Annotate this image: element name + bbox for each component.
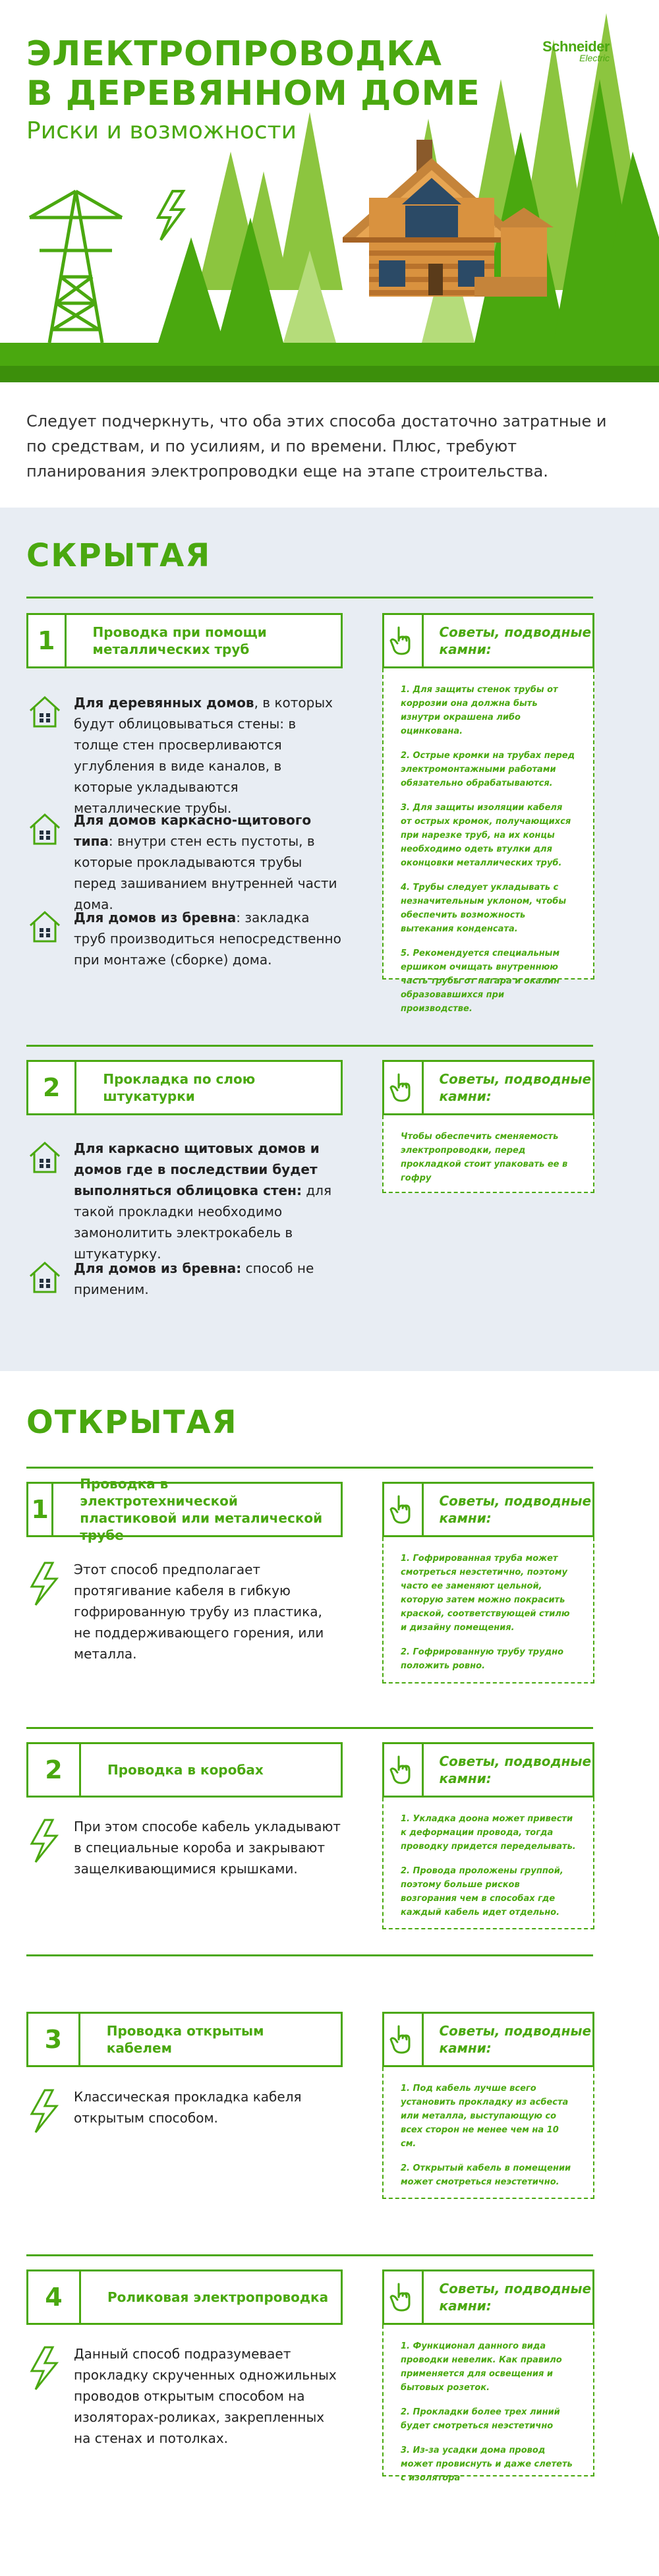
lightning-icon <box>26 2343 74 2449</box>
tips-list <box>382 1798 594 1929</box>
method-label: Проводка в электротехнической пластиковой или металической трубе <box>80 1476 323 1543</box>
tips-header <box>382 1060 594 1115</box>
tips-title: Советы, подводные камни: <box>439 1753 592 1786</box>
tip-item: 1. Для защиты стенок трубы от коррозии она должна быть изнутри окрашена либо оцинкована. <box>401 685 558 736</box>
method-box-open-3 <box>26 2012 343 2067</box>
lightning-icon <box>26 1559 74 1664</box>
list-item: Для деревянных домов, в которых будут облицовываться стены: в толще стен просверливаются углубления в виде каналов, в которые укладываются металлические трубы. <box>26 692 343 819</box>
tips-header <box>382 1482 594 1537</box>
power-pylon-icon <box>30 191 122 343</box>
method-number: 3 <box>28 2014 80 2065</box>
section-title-hidden: СКРЫТАЯ <box>26 537 212 574</box>
method-number: 4 <box>28 2271 81 2323</box>
section-divider <box>26 1467 593 1469</box>
list-item: Для домов из бревна: закладка труб производиться непосредственно при монтаже (сборке) дома. <box>26 907 343 970</box>
hand-pointing-icon <box>384 615 424 666</box>
hand-pointing-icon <box>384 2271 424 2323</box>
list-item: Для домов из бревна: способ не применим. <box>26 1258 343 1300</box>
section-divider <box>26 1045 593 1047</box>
tips-title: Советы, подводные камни: <box>439 2281 592 2314</box>
method-box-hidden-2 <box>26 1060 343 1115</box>
method-label: Проводка в коробах <box>107 1762 264 1778</box>
tip-item: 1. Гофрированная труба может смотреться неэстетично, поэтому часто ее заменяют цельной, которую затем можно покрасить краской, соответствующей стилю и дизайну помещения. <box>401 1554 570 1633</box>
tip-item: 2. Провода проложены группой, поэтому больше рисков возгорания чем в способах где каждый кабель идет отдельно. <box>401 1866 563 1917</box>
method-number: 1 <box>28 615 67 666</box>
method-box-open-4 <box>26 2269 343 2325</box>
method-number: 2 <box>28 1744 81 1796</box>
hand-pointing-icon <box>384 1062 424 1113</box>
method-label: Проводка открытым кабелем <box>106 2023 264 2056</box>
tips-title: Советы, подводные камни: <box>439 2023 592 2056</box>
tips-header <box>382 2269 594 2325</box>
list-item: Данный способ подразумевает прокладку скрученных одножильных проводов открытым способом на изоляторах-роликах, закрепленных на стенах и потолках. <box>26 2343 343 2449</box>
tip-item: 3. Для защиты изоляции кабеля от острых кромок, получающихся при нарезке труб, на их концы необходимо одеть втулки для оконцовки металлических труб. <box>401 803 571 868</box>
tip-item: 3. Из-за усадки дома провод может провиснуть и даже слететь с изолятора <box>401 2445 573 2483</box>
list-item: Для каркасно щитовых домов и домов где в последствии будет выполняться облицовка стен: для такой прокладки необходимо замонолитить электрокабель в штукатурку. <box>26 1138 343 1264</box>
tip-item: Чтобы обеспечить сменяемость электропроводки, перед прокладкой стоит упаковать ее в гофру <box>401 1132 568 1183</box>
method-label: Роликовая электропроводка <box>107 2289 329 2305</box>
list-item: Этот способ предполагает протягивание кабеля в гибкую гофрированную трубу из пластика, не поддерживающего горения, или металла. <box>26 1559 343 1664</box>
hero-section <box>0 0 659 382</box>
brand-logo: Schneider Electric <box>542 38 610 63</box>
house-icon <box>26 1138 74 1264</box>
lightning-icon <box>26 1816 74 1879</box>
section-divider <box>26 597 593 599</box>
page-subtitle: Риски и возможности <box>26 117 297 144</box>
tips-header <box>382 2012 594 2067</box>
method-label: Проводка при помощи металлических труб <box>92 624 267 657</box>
hand-pointing-icon <box>384 1744 424 1796</box>
tip-item: 1. Функционал данного вида проводки невелик. Как правило применяется для освещения и бытовых розеток. <box>401 2341 562 2393</box>
house-icon <box>26 692 74 819</box>
tips-list <box>382 1115 594 1193</box>
house-icon <box>26 907 74 970</box>
tip-item: 2. Прокладки более трех линий будет смотреться неэстетично <box>401 2407 560 2431</box>
section-divider <box>26 2254 593 2256</box>
tip-item: 5. Рекомендуется специальным ершиком очищать внутреннюю часть трубы от нагара и окалин образовавшихся при производстве. <box>401 949 560 1014</box>
lightning-icon <box>26 2086 74 2138</box>
tip-item: 2. Гофрированную трубу трудно положить ровно. <box>401 1647 563 1671</box>
intro-paragraph: Следует подчеркнуть, что оба этих способа достаточно затратные и по средствам, и по усилиям, и по времени. Плюс, требуют планирования электропроводки еще на этапе строительства. <box>26 412 607 481</box>
method-number: 2 <box>28 1062 76 1113</box>
tip-item: 4. Трубы следует укладывать с незначительным уклоном, чтобы обеспечить возможность вытекания конденсата. <box>401 883 567 934</box>
tips-list <box>382 2067 594 2199</box>
tips-title: Советы, подводные камни: <box>439 1071 592 1104</box>
method-label: Прокладка по слою штукатурки <box>103 1071 256 1104</box>
list-item: Классическая прокладка кабеля открытым способом. <box>26 2086 343 2138</box>
method-box-open-1 <box>26 1476 343 1543</box>
method-box-open-2 <box>26 1742 343 1798</box>
page-title: ЭЛЕКТРОПРОВОДКА В ДЕРЕВЯННОМ ДОМЕ <box>26 34 480 113</box>
tips-title: Советы, подводные камни: <box>439 1493 592 1526</box>
hand-pointing-icon <box>384 1484 424 1535</box>
section-divider <box>26 1954 593 1956</box>
hand-pointing-icon <box>384 2014 424 2065</box>
tips-header <box>382 1742 594 1798</box>
tips-list <box>382 1537 594 1683</box>
tip-item: 2. Открытый кабель в помещении может смотреться неэстетично. <box>401 2163 571 2187</box>
section-divider <box>26 1727 593 1729</box>
tips-header <box>382 613 594 668</box>
tip-item: 1. Под кабель лучше всего установить прокладку из асбеста или металла, выступающую со всех сторон не менее чем на 10 см. <box>401 2084 569 2149</box>
section-title-open: ОТКРЫТАЯ <box>26 1404 238 1441</box>
method-number: 1 <box>28 1484 53 1535</box>
tips-title: Советы, подводные камни: <box>439 624 592 657</box>
tip-item: 2. Острые кромки на трубах перед электромонтажными работами обязательно обрабатываются. <box>401 751 575 788</box>
lightning-icon <box>158 191 183 240</box>
method-box-hidden-1 <box>26 613 343 668</box>
list-item: Для домов каркасно-щитового типа: внутри стен есть пустоты, в которые прокладываются трубы перед зашиванием внутренней части дома. <box>26 809 343 915</box>
list-item: При этом способе кабель укладывают в специальные короба и закрывают защелкивающимися крышками. <box>26 1816 343 1879</box>
house-icon <box>26 809 74 915</box>
tip-item: 1. Укладка доона может привести к деформации провода, тогда проводку придется переделывать. <box>401 1814 576 1852</box>
house-icon <box>26 1258 74 1300</box>
tips-list <box>382 668 594 1014</box>
tips-list <box>382 2325 594 2483</box>
